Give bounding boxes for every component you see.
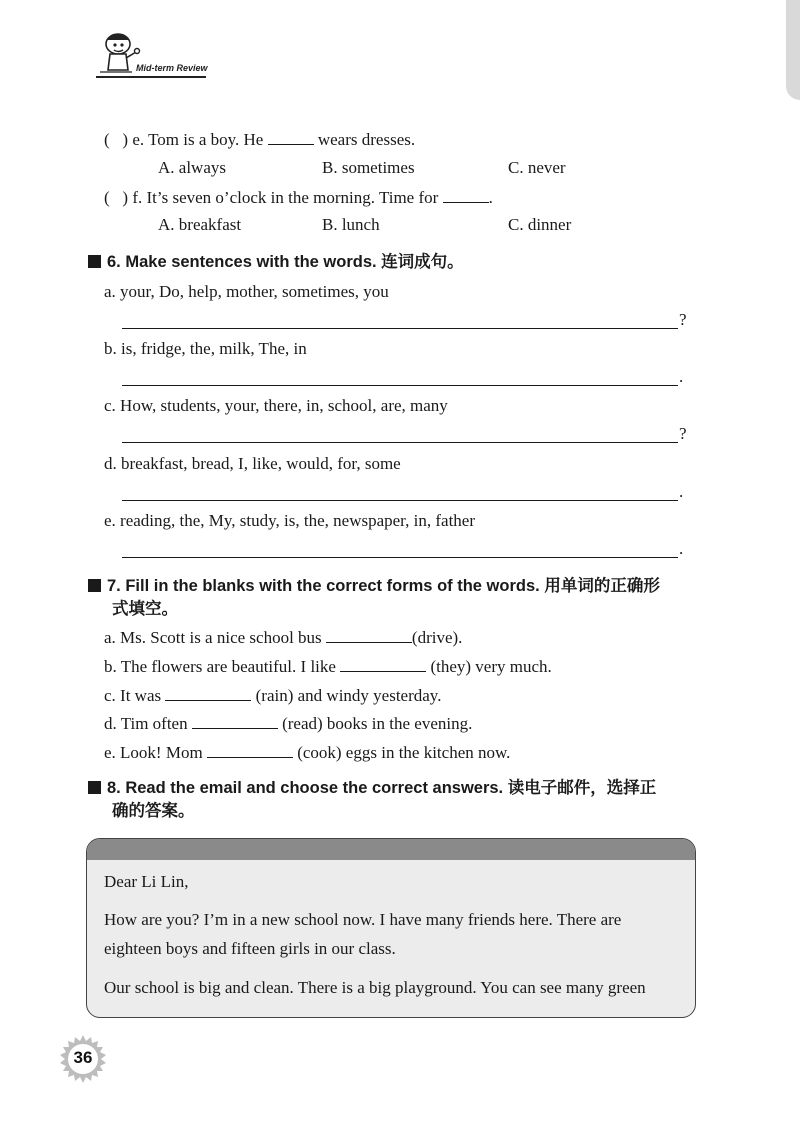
- prompt-c: c. How, students, your, there, in, school, are, many: [104, 396, 448, 415]
- answer-end-b: .: [679, 367, 684, 386]
- answer-line-d[interactable]: [122, 500, 678, 501]
- page-edge-tab: [786, 0, 800, 100]
- answer-end-e: .: [679, 539, 684, 558]
- fill-item-c: c. It was (rain) and windy yesterday.: [104, 686, 442, 705]
- page-number: 36: [73, 1048, 93, 1067]
- option-b[interactable]: B. sometimes: [322, 158, 415, 177]
- answer-end-d: .: [679, 482, 684, 501]
- email-line: How are you? I’m in a new school now. I have many friends here. There are: [104, 910, 622, 929]
- answer-blank[interactable]: [207, 741, 293, 758]
- square-bullet-icon: [88, 255, 101, 268]
- prompt-b: b. is, fridge, the, milk, The, in: [104, 339, 307, 358]
- answer-end-c: ?: [679, 424, 687, 443]
- email-box: [86, 838, 696, 1018]
- section-7-heading-cont: 式填空。: [112, 600, 178, 618]
- email-greeting: Dear Li Lin,: [104, 872, 189, 891]
- fill-item-a: a. Ms. Scott is a nice school bus (drive).: [104, 628, 463, 647]
- prompt-d: d. breakfast, bread, I, like, would, for, some: [104, 454, 401, 473]
- fill-item-b: b. The flowers are beautiful. I like (they) very much.: [104, 657, 552, 676]
- email-line: Our school is big and clean. There is a big playground. You can see many green: [104, 978, 646, 997]
- answer-blank[interactable]: [340, 655, 426, 672]
- square-bullet-icon: [88, 781, 101, 794]
- page-header: [96, 30, 206, 80]
- square-bullet-icon: [88, 579, 101, 592]
- section-8-heading: 8. Read the email and choose the correct answers. 读电子邮件，选择正: [88, 776, 656, 800]
- email-line: eighteen boys and fifteen girls in our class.: [104, 939, 396, 958]
- answer-line-b[interactable]: [122, 385, 678, 386]
- prompt-e: e. reading, the, My, study, is, the, newspaper, in, father: [104, 511, 476, 530]
- question-f: ( ) f. It’s seven o’clock in the morning. Time for .: [104, 188, 493, 207]
- answer-line-e[interactable]: [122, 557, 678, 558]
- section-7-heading: 7. Fill in the blanks with the correct forms of the words. 用单词的正确形: [88, 574, 660, 598]
- section-6-heading: 6. Make sentences with the words. 连词成句。: [88, 250, 464, 274]
- option-b[interactable]: B. lunch: [322, 215, 380, 234]
- option-c[interactable]: C. never: [508, 158, 566, 177]
- answer-line-c[interactable]: [122, 442, 678, 443]
- answer-blank[interactable]: [192, 712, 278, 729]
- prompt-a: a. your, Do, help, mother, sometimes, you: [104, 282, 389, 301]
- page-number-badge: [58, 1034, 108, 1084]
- answer-end-a: ?: [679, 310, 687, 329]
- section-8-heading-cont: 确的答案。: [112, 802, 195, 820]
- answer-blank[interactable]: [443, 186, 489, 203]
- answer-blank[interactable]: [268, 128, 314, 145]
- answer-blank[interactable]: [326, 626, 412, 643]
- option-c[interactable]: C. dinner: [508, 215, 572, 234]
- fill-item-d: d. Tim often (read) books in the evening.: [104, 714, 473, 733]
- answer-blank[interactable]: [165, 684, 251, 701]
- header-rule: [96, 76, 206, 78]
- fill-item-e: e. Look! Mom (cook) eggs in the kitchen now.: [104, 743, 511, 762]
- option-a[interactable]: A. always: [158, 158, 226, 177]
- question-e: ( ) e. Tom is a boy. He wears dresses.: [104, 130, 416, 149]
- header-label: Mid-term Review: [136, 63, 208, 73]
- email-title-bar: [87, 839, 695, 860]
- option-a[interactable]: A. breakfast: [158, 215, 242, 234]
- answer-line-a[interactable]: [122, 328, 678, 329]
